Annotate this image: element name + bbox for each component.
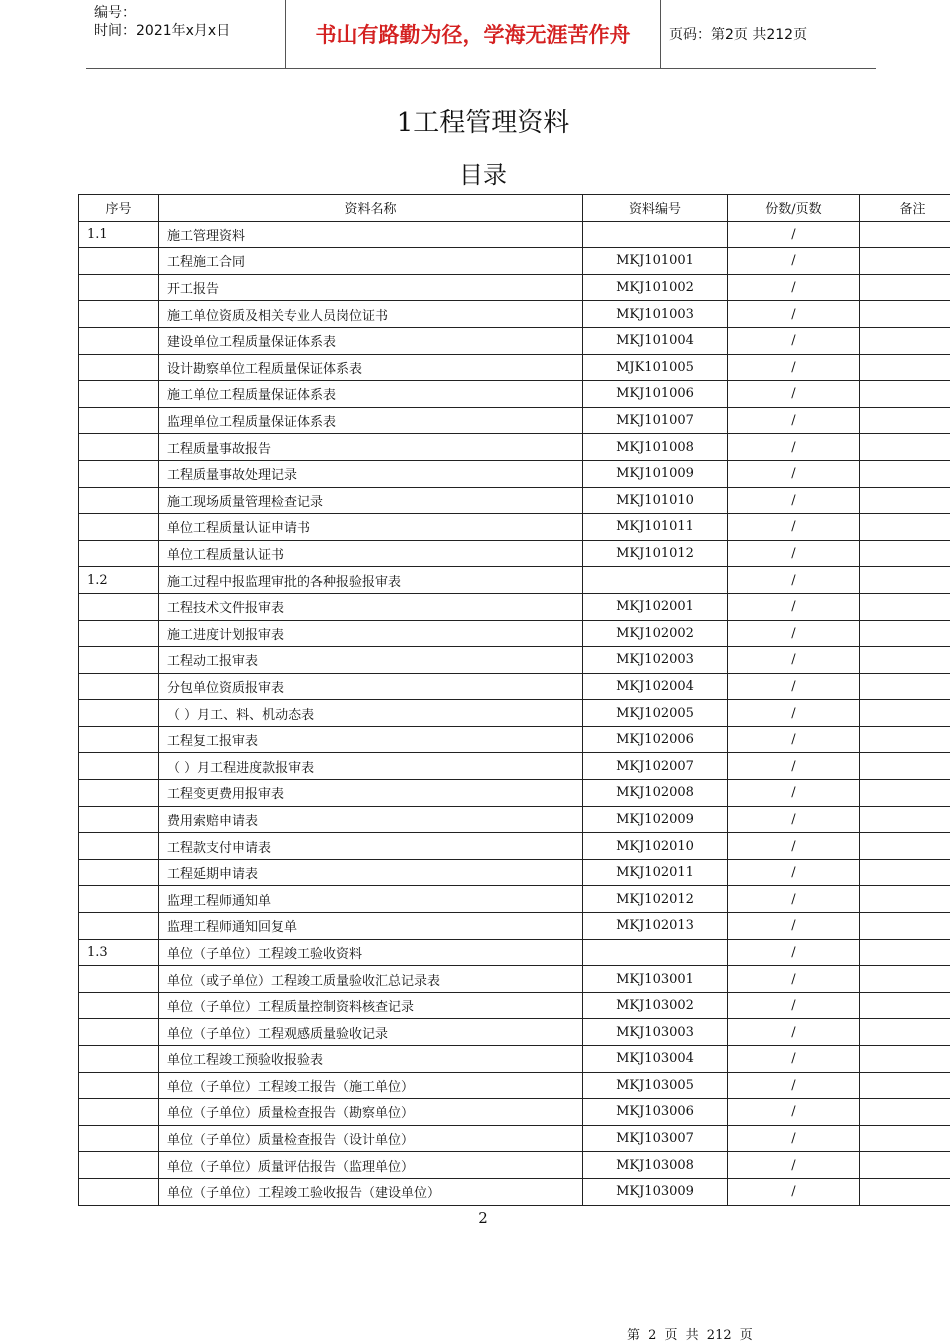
cell-no: [79, 1046, 159, 1073]
cell-note: [860, 886, 950, 913]
cell-no: [79, 1125, 159, 1152]
cell-pages: /: [728, 221, 860, 248]
cell-note: [860, 593, 950, 620]
table-row: [79, 726, 950, 753]
cell-no: [79, 354, 159, 381]
cell-name: 单位（子单位）质量检查报告（勘察单位）: [159, 1099, 583, 1126]
header-meta: [86, 0, 286, 68]
cell-note: [860, 354, 950, 381]
cell-code: MKJ101004: [583, 327, 728, 354]
table-row: [79, 354, 950, 381]
cell-note: [860, 966, 950, 993]
cell-code: MKJ101009: [583, 460, 728, 487]
cell-name: 工程动工报审表: [159, 647, 583, 674]
cell-no: [79, 833, 159, 860]
cell-no: [79, 966, 159, 993]
cell-name: 开工报告: [159, 274, 583, 301]
cell-code: MKJ101002: [583, 274, 728, 301]
cell-note: [860, 780, 950, 807]
cell-code: MKJ101003: [583, 301, 728, 328]
cell-no: [79, 593, 159, 620]
cell-pages: /: [728, 620, 860, 647]
cell-name: 施工过程中报监理审批的各种报验报审表: [159, 567, 583, 594]
cell-name: 单位（子单位）工程竣工验收报告（建设单位）: [159, 1178, 583, 1205]
cell-no: [79, 407, 159, 434]
table-row: [79, 1072, 950, 1099]
cell-code: MKJ103009: [583, 1178, 728, 1205]
cell-pages: /: [728, 939, 860, 966]
cell-name: 施工管理资料: [159, 221, 583, 248]
cell-name: 单位（子单位）工程观感质量验收记录: [159, 1019, 583, 1046]
cell-note: [860, 992, 950, 1019]
table-row: [79, 673, 950, 700]
cell-no: [79, 992, 159, 1019]
cell-name: 工程变更费用报审表: [159, 780, 583, 807]
cell-name: 监理工程师通知单: [159, 886, 583, 913]
cell-no: [79, 327, 159, 354]
cell-pages: /: [728, 460, 860, 487]
cell-pages: /: [728, 301, 860, 328]
cell-code: MKJ103001: [583, 966, 728, 993]
cell-code: MKJ101006: [583, 381, 728, 408]
cell-name: 工程延期申请表: [159, 859, 583, 886]
cell-name: 工程质量事故报告: [159, 434, 583, 461]
cell-code: MKJ102007: [583, 753, 728, 780]
cell-note: [860, 1152, 950, 1179]
cell-note: [860, 1019, 950, 1046]
table-row: [79, 620, 950, 647]
cell-no: [79, 381, 159, 408]
header-time-label: 时间：2021年x月x日: [94, 23, 231, 39]
cell-pages: /: [728, 992, 860, 1019]
cell-note: [860, 647, 950, 674]
cell-pages: /: [728, 966, 860, 993]
cell-code: MKJ103006: [583, 1099, 728, 1126]
cell-no: [79, 487, 159, 514]
cell-pages: /: [728, 381, 860, 408]
cell-code: MKJ102001: [583, 593, 728, 620]
cell-pages: /: [728, 487, 860, 514]
cell-pages: /: [728, 806, 860, 833]
cell-name: 建设单位工程质量保证体系表: [159, 327, 583, 354]
table-row: [79, 274, 950, 301]
table-row: [79, 1046, 950, 1073]
table-row: [79, 593, 950, 620]
cell-no: [79, 806, 159, 833]
table-row: [79, 434, 950, 461]
cell-note: [860, 434, 950, 461]
cell-pages: /: [728, 700, 860, 727]
cell-code: MKJ102009: [583, 806, 728, 833]
cell-no: [79, 301, 159, 328]
table-row: [79, 753, 950, 780]
cell-name: 工程款支付申请表: [159, 833, 583, 860]
cell-name: 工程复工报审表: [159, 726, 583, 753]
cell-note: [860, 726, 950, 753]
page-header: [86, 0, 876, 69]
cell-note: [860, 514, 950, 541]
table-row: [79, 833, 950, 860]
cell-note: [860, 939, 950, 966]
cell-pages: /: [728, 407, 860, 434]
table-row: [79, 1099, 950, 1126]
page-footer: 第 2 页 共 212 页: [627, 1328, 753, 1343]
cell-code: [583, 939, 728, 966]
cell-note: [860, 913, 950, 940]
cell-note: [860, 248, 950, 275]
cell-code: MKJ102002: [583, 620, 728, 647]
toc-title: 目录: [459, 161, 507, 189]
table-row: [79, 487, 950, 514]
cell-note: [860, 460, 950, 487]
cell-pages: /: [728, 1019, 860, 1046]
cell-name: 施工现场质量管理检查记录: [159, 487, 583, 514]
cell-no: [79, 460, 159, 487]
cell-code: MKJ102003: [583, 647, 728, 674]
cell-no: [79, 540, 159, 567]
header-no: 序号: [79, 195, 159, 222]
table-row: [79, 248, 950, 275]
table-row: [79, 567, 950, 594]
cell-no: [79, 1178, 159, 1205]
header-pages: 份数/页数: [728, 195, 860, 222]
table-row: [79, 859, 950, 886]
cell-note: [860, 673, 950, 700]
table-row: [79, 460, 950, 487]
cell-pages: /: [728, 1152, 860, 1179]
table-row: [79, 381, 950, 408]
cell-note: [860, 381, 950, 408]
cell-pages: /: [728, 1099, 860, 1126]
cell-name: （ ）月工程进度款报审表: [159, 753, 583, 780]
table-row: [79, 939, 950, 966]
header-note: 备注: [860, 195, 950, 222]
cell-note: [860, 487, 950, 514]
table-row: [79, 992, 950, 1019]
cell-pages: /: [728, 1125, 860, 1152]
header-code: 资料编号: [583, 195, 728, 222]
cell-pages: /: [728, 886, 860, 913]
cell-code: MKJ103003: [583, 1019, 728, 1046]
table-row: [79, 700, 950, 727]
cell-no: [79, 1099, 159, 1126]
cell-note: [860, 806, 950, 833]
cell-pages: /: [728, 354, 860, 381]
cell-note: [860, 859, 950, 886]
cell-code: MKJ103002: [583, 992, 728, 1019]
cell-note: [860, 301, 950, 328]
cell-name: 单位（子单位）质量评估报告（监理单位）: [159, 1152, 583, 1179]
cell-no: 1.3: [79, 939, 159, 966]
cell-code: MKJ102004: [583, 673, 728, 700]
cell-name: 工程质量事故处理记录: [159, 460, 583, 487]
cell-note: [860, 1072, 950, 1099]
cell-pages: /: [728, 248, 860, 275]
cell-no: [79, 514, 159, 541]
table-row: [79, 806, 950, 833]
cell-name: 费用索赔申请表: [159, 806, 583, 833]
cell-code: MKJ102005: [583, 700, 728, 727]
document-title: 1工程管理资料: [396, 108, 570, 138]
cell-pages: /: [728, 327, 860, 354]
cell-no: [79, 780, 159, 807]
table-row: [79, 647, 950, 674]
cell-note: [860, 1178, 950, 1205]
cell-name: 施工单位工程质量保证体系表: [159, 381, 583, 408]
cell-code: MKJ102008: [583, 780, 728, 807]
table-row: [79, 1019, 950, 1046]
cell-name: 监理单位工程质量保证体系表: [159, 407, 583, 434]
cell-note: [860, 700, 950, 727]
cell-pages: /: [728, 833, 860, 860]
cell-code: MKJ103007: [583, 1125, 728, 1152]
cell-pages: /: [728, 1178, 860, 1205]
cell-no: [79, 248, 159, 275]
cell-pages: /: [728, 540, 860, 567]
cell-note: [860, 1046, 950, 1073]
cell-pages: /: [728, 753, 860, 780]
table-row: [79, 886, 950, 913]
cell-code: MKJ102010: [583, 833, 728, 860]
cell-code: MKJ101011: [583, 514, 728, 541]
cell-pages: /: [728, 673, 860, 700]
cell-note: [860, 274, 950, 301]
cell-note: [860, 620, 950, 647]
table-body: [79, 221, 950, 1205]
cell-name: 单位工程质量认证书: [159, 540, 583, 567]
cell-name: 单位工程质量认证申请书: [159, 514, 583, 541]
cell-code: MKJ102011: [583, 859, 728, 886]
cell-code: MKJ103008: [583, 1152, 728, 1179]
table-row: [79, 1152, 950, 1179]
cell-note: [860, 540, 950, 567]
cell-pages: /: [728, 514, 860, 541]
cell-name: 分包单位资质报审表: [159, 673, 583, 700]
cell-code: MKJ101008: [583, 434, 728, 461]
cell-note: [860, 407, 950, 434]
cell-no: [79, 274, 159, 301]
table-row: [79, 301, 950, 328]
cell-note: [860, 833, 950, 860]
cell-code: MKJ102006: [583, 726, 728, 753]
cell-name: 工程施工合同: [159, 248, 583, 275]
cell-code: [583, 221, 728, 248]
cell-no: [79, 647, 159, 674]
cell-pages: /: [728, 567, 860, 594]
cell-code: [583, 567, 728, 594]
cell-code: MJK101005: [583, 354, 728, 381]
cell-no: [79, 620, 159, 647]
cell-no: [79, 859, 159, 886]
cell-code: MKJ103004: [583, 1046, 728, 1073]
cell-name: （ ）月工、料、机动态表: [159, 700, 583, 727]
cell-code: MKJ102013: [583, 913, 728, 940]
table-row: [79, 540, 950, 567]
header-name: 资料名称: [159, 195, 583, 222]
table-row: [79, 327, 950, 354]
cell-note: [860, 327, 950, 354]
cell-note: [860, 221, 950, 248]
cell-code: MKJ103005: [583, 1072, 728, 1099]
cell-pages: /: [728, 1046, 860, 1073]
cell-pages: /: [728, 274, 860, 301]
header-number-label: 编号：: [94, 5, 136, 21]
cell-code: MKJ101007: [583, 407, 728, 434]
cell-no: [79, 886, 159, 913]
table-row: [79, 966, 950, 993]
cell-no: [79, 700, 159, 727]
cell-no: [79, 753, 159, 780]
page-number: 2: [478, 1209, 488, 1227]
cell-name: 监理工程师通知回复单: [159, 913, 583, 940]
cell-code: MKJ102012: [583, 886, 728, 913]
cell-no: [79, 434, 159, 461]
cell-name: 施工单位资质及相关专业人员岗位证书: [159, 301, 583, 328]
table-row: [79, 1178, 950, 1205]
cell-name: 单位工程竣工预验收报验表: [159, 1046, 583, 1073]
table-row: [79, 913, 950, 940]
cell-pages: /: [728, 1072, 860, 1099]
cell-no: [79, 913, 159, 940]
cell-no: [79, 673, 159, 700]
cell-code: MKJ101012: [583, 540, 728, 567]
cell-code: MKJ101010: [583, 487, 728, 514]
cell-pages: /: [728, 859, 860, 886]
cell-pages: /: [728, 647, 860, 674]
table-header-row: [79, 195, 950, 222]
cell-name: 单位（或子单位）工程竣工质量验收汇总记录表: [159, 966, 583, 993]
cell-pages: /: [728, 780, 860, 807]
header-page-info: 页码：第2页 共212页: [669, 27, 808, 43]
cell-no: 1.2: [79, 567, 159, 594]
header-motto: 书山有路勤为径，学海无涯苦作舟: [286, 0, 661, 68]
cell-no: [79, 1072, 159, 1099]
cell-pages: /: [728, 913, 860, 940]
cell-name: 单位（子单位）工程质量控制资料核查记录: [159, 992, 583, 1019]
cell-pages: /: [728, 593, 860, 620]
cell-note: [860, 753, 950, 780]
cell-pages: /: [728, 726, 860, 753]
cell-no: [79, 726, 159, 753]
cell-note: [860, 1099, 950, 1126]
cell-name: 单位（子单位）工程竣工验收资料: [159, 939, 583, 966]
table-row: [79, 780, 950, 807]
table-row: [79, 1125, 950, 1152]
cell-name: 单位（子单位）质量检查报告（设计单位）: [159, 1125, 583, 1152]
cell-note: [860, 567, 950, 594]
cell-note: [860, 1125, 950, 1152]
cell-name: 单位（子单位）工程竣工报告（施工单位）: [159, 1072, 583, 1099]
cell-name: 设计勘察单位工程质量保证体系表: [159, 354, 583, 381]
cell-no: 1.1: [79, 221, 159, 248]
cell-code: MKJ101001: [583, 248, 728, 275]
cell-no: [79, 1152, 159, 1179]
table-row: [79, 221, 950, 248]
cell-no: [79, 1019, 159, 1046]
table-row: [79, 514, 950, 541]
table-row: [79, 407, 950, 434]
cell-name: 工程技术文件报审表: [159, 593, 583, 620]
toc-table: [78, 194, 950, 1206]
cell-pages: /: [728, 434, 860, 461]
cell-name: 施工进度计划报审表: [159, 620, 583, 647]
